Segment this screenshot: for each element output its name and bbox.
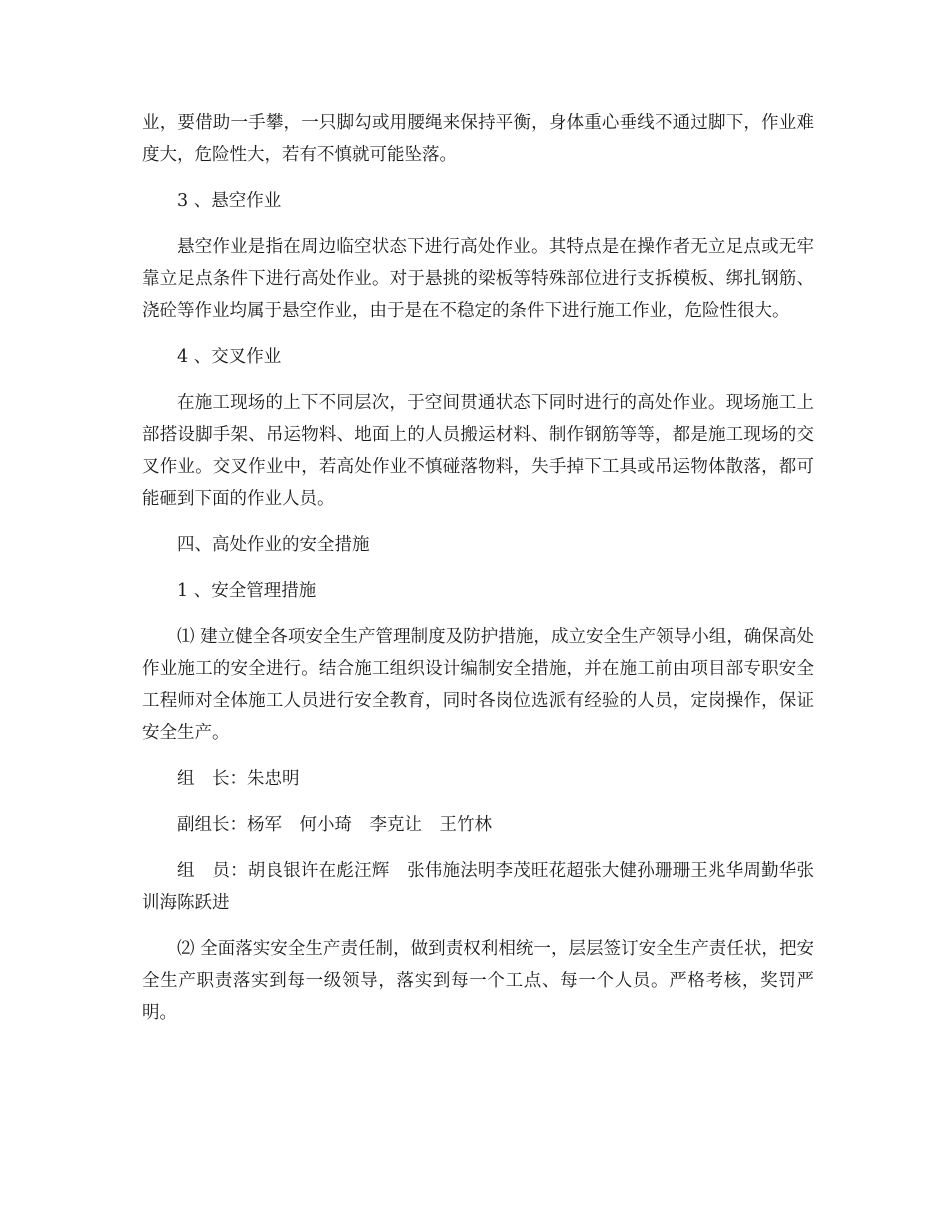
team-members-line: 组 员：胡良银许在彪汪辉 张伟施法明李茂旺花超张大健孙珊珊王兆华周勤华张训海陈跃进 — [142, 861, 814, 913]
team-leader-line: 组 长：朱忠明 — [177, 769, 300, 789]
subheading-safety-management: 1 、安全管理措施 — [177, 581, 317, 601]
subheading-suspended-work: 3 、悬空作业 — [177, 191, 282, 211]
document-page — [142, 107, 814, 1043]
paragraph-cross-work: 在施工现场的上下不同层次，于空间贯通状态下同时进行的高处作业。现场施工上部搭设脚手架、吊运物料、地面上的人员搬运材料、制作钢筋等等，都是施工现场的交叉作业。交叉作业中，若高处作业不慎碰落物料，失手掉下工具或吊运物体散落，都可能砸到下面的作业人员。 — [142, 393, 814, 509]
deputy-leaders-line: 副组长：杨军 何小琦 李克让 王竹林 — [177, 815, 492, 835]
paragraph-item-1: ⑴ 建立健全各项安全生产管理制度及防护措施，成立安全生产领导小组，确保高处作业施工的安全进行。结合施工组织设计编制安全措施，并在施工前由项目部专职安全工程师对全体施工人员进行安全教育，同时各岗位选派有经验的人员，定岗操作，保证安全生产。 — [142, 627, 814, 743]
paragraph-item-2: ⑵ 全面落实安全生产责任制，做到责权利相统一，层层签订安全生产责任状，把安全生产职责落实到每一级领导，落实到每一个工点、每一个人员。严格考核，奖罚严明。 — [142, 939, 814, 1023]
continued-paragraph: 业，要借助一手攀，一只脚勾或用腰绳来保持平衡，身体重心垂线不通过脚下，作业难度大，危险性大，若有不慎就可能坠落。 — [142, 113, 814, 165]
subheading-cross-work: 4 、交叉作业 — [177, 347, 282, 367]
paragraph-suspended-work: 悬空作业是指在周边临空状态下进行高处作业。其特点是在操作者无立足点或无牢靠立足点条件下进行高处作业。对于悬挑的梁板等特殊部位进行支拆模板、绑扎钢筋、浇砼等作业均属于悬空作业，由于是在不稳定的条件下进行施工作业，危险性很大。 — [142, 237, 814, 321]
section-heading-safety-measures: 四、高处作业的安全措施 — [177, 535, 370, 555]
